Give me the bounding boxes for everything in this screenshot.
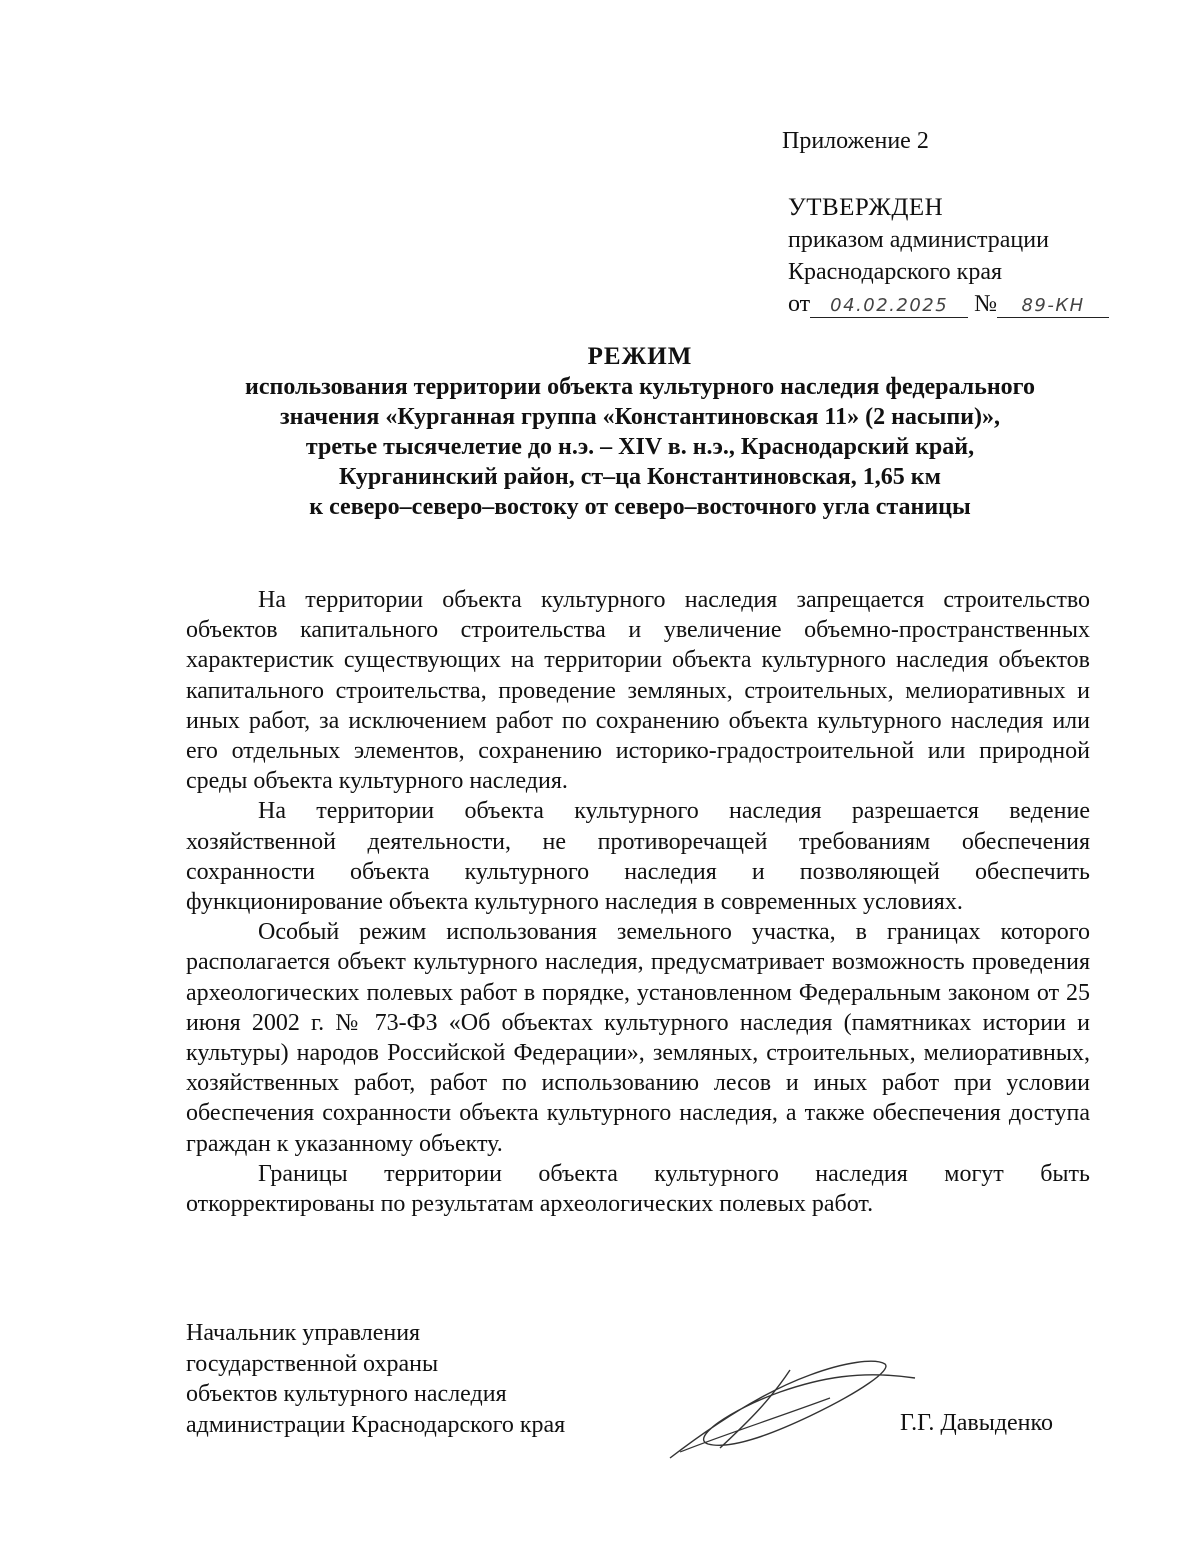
paragraph-1: На территории объекта культурного наследия запрещается строительство объектов капитального строительства и увеличение объемно-пространственных характеристик существующих на территории объекта культурного наследия объектов капитального строительства, проведение земляных, строительных, мелиоративных и иных работ, за исключением работ по сохранению объекта культурного наследия или его отдельных элементов, сохранению историко-градостроительной или природной среды объекта культурного наследия. [186,587,1090,795]
approval-date-line [788,288,1109,320]
title-line-4: Курганинский район, ст–ца Константиновская, 1,65 км [339,464,941,490]
document-body [186,585,1090,1219]
title-line-3: третье тысячелетие до н.э. – XIV в. н.э., Краснодарский край, [305,434,975,460]
handwritten-signature [660,1340,920,1470]
number-prefix: № [974,291,998,317]
title-line-2: значения «Курганная группа «Константиновская 11» (2 насыпи)», [280,404,1000,430]
handwritten-date: 04.02.2025 [810,295,968,318]
signatory-position [186,1318,565,1440]
signatory-name: Г.Г. Давыденко [900,1410,1053,1436]
position-line-3: объектов культурного наследия [186,1381,507,1407]
appendix-label: Приложение 2 [782,128,929,154]
date-prefix: от [788,291,811,317]
title-line-1: использования территории объекта культурного наследия федерального [245,374,1035,400]
handwritten-number: 89-КН [997,295,1109,318]
position-line-1: Начальник управления [186,1320,421,1346]
approval-title: УТВЕРЖДЕН [788,194,944,221]
paragraph-3: Особый режим использования земельного участка, в границах которого располагается объект культурного наследия, предусматривает возможность проведения археологических полевых работ в порядке, установленном Федеральным законом от 25 июня 2002 г. № 73-ФЗ «Об объектах культурного наследия (памятниках истории и культуры) народов Российской Федерации», земляных, строительных, мелиоративных, хозяйственных работ, работ по использованию лесов и иных работ при условии обеспечения сохранности объекта культурного наследия, а также обеспечения доступа граждан к указанному объекту. [186,919,1090,1157]
title-main: РЕЖИМ [587,343,693,370]
position-line-4: администрации Краснодарского края [186,1411,566,1438]
paragraph-2: На территории объекта культурного наследия разрешается ведение хозяйственной деятельности, не противоречащей требованиям обеспечения сохранности объекта культурного наследия и позволяющей обеспечить функционирование объекта культурного наследия в современных условиях. [186,798,1090,916]
position-line-2: государственной охраны [186,1350,439,1377]
approval-line-2: Краснодарского края [788,259,1003,285]
title-line-5: к северо–северо–востоку от северо–восточного угла станицы [309,494,971,520]
approval-stamp [788,192,1109,320]
document-title [150,342,1130,522]
approval-line-1: приказом администрации [788,227,1049,253]
paragraph-4: Границы территории объекта культурного наследия могут быть откорректированы по результатам археологических полевых работ. [186,1160,1090,1218]
